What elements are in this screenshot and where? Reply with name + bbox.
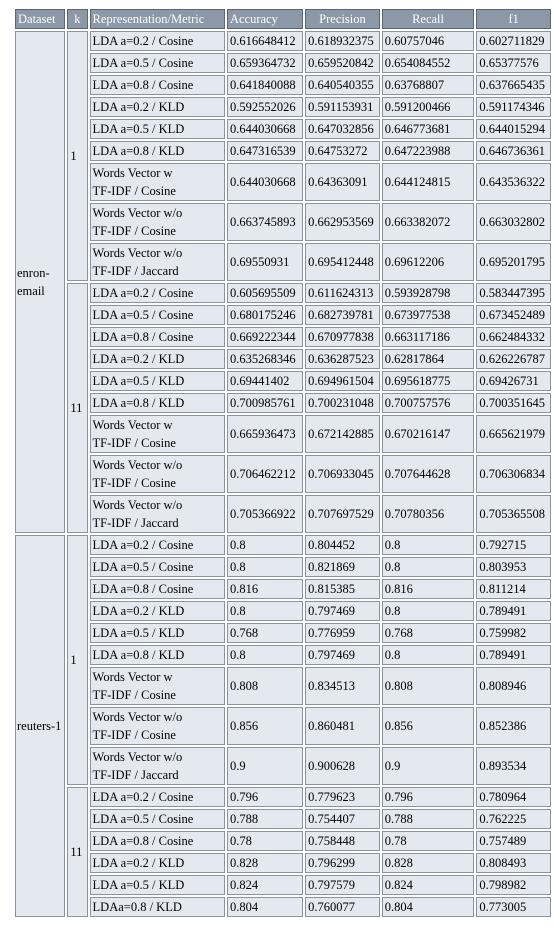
recall-cell: 0.695618775 xyxy=(382,371,475,391)
precision-cell: 0.64363091 xyxy=(305,163,380,201)
recall-cell: 0.856 xyxy=(382,707,475,745)
representation-metric-text: Words Vector w/o TF-IDF / Cosine xyxy=(92,710,183,742)
precision-cell: 0.618932375 xyxy=(305,31,380,51)
table-row xyxy=(15,203,551,241)
precision-cell: 0.707697529 xyxy=(305,495,380,533)
precision-cell: 0.754407 xyxy=(305,809,380,829)
f1-cell: 0.789491 xyxy=(476,645,551,665)
f1-cell: 0.643536322 xyxy=(476,163,551,201)
representation-metric-cell xyxy=(90,371,225,391)
f1-cell: 0.811214 xyxy=(476,579,551,599)
accuracy-cell: 0.8 xyxy=(227,557,303,577)
accuracy-cell: 0.680175246 xyxy=(227,305,303,325)
representation-metric-text: LDAa=0.8 / KLD xyxy=(92,900,182,914)
f1-cell: 0.762225 xyxy=(476,809,551,829)
table-row xyxy=(15,831,551,851)
recall-cell: 0.70780356 xyxy=(382,495,475,533)
header-k: k xyxy=(67,9,87,29)
representation-metric-text: LDA a=0.5 / Cosine xyxy=(92,812,194,826)
k-cell: 1 xyxy=(67,535,87,785)
representation-metric-cell xyxy=(90,305,225,325)
table-row xyxy=(15,243,551,281)
representation-metric-text: LDA a=0.2 / KLD xyxy=(92,100,185,114)
representation-metric-text: Words Vector w/o TF-IDF / Cosine xyxy=(92,458,183,490)
header-representation-metric: Representation/Metric xyxy=(90,9,225,29)
representation-metric-cell xyxy=(90,141,225,161)
precision-cell: 0.821869 xyxy=(305,557,380,577)
representation-metric-cell xyxy=(90,119,225,139)
accuracy-cell: 0.705366922 xyxy=(227,495,303,533)
recall-cell: 0.707644628 xyxy=(382,455,475,493)
accuracy-cell: 0.644030668 xyxy=(227,119,303,139)
representation-metric-text: Words Vector w/o TF-IDF / Jaccard xyxy=(92,246,183,278)
recall-cell: 0.8 xyxy=(382,601,475,621)
representation-metric-text: Words Vector w TF-IDF / Cosine xyxy=(92,166,176,198)
representation-metric-cell xyxy=(90,831,225,851)
recall-cell: 0.647223988 xyxy=(382,141,475,161)
f1-cell: 0.637665435 xyxy=(476,75,551,95)
representation-metric-text: LDA a=0.5 / KLD xyxy=(92,626,185,640)
accuracy-cell: 0.616648412 xyxy=(227,31,303,51)
table-row xyxy=(15,601,551,621)
representation-metric-cell xyxy=(90,601,225,621)
precision-cell: 0.804452 xyxy=(305,535,380,555)
table-row xyxy=(15,163,551,201)
representation-metric-cell xyxy=(90,53,225,73)
representation-metric-text: Words Vector w/o TF-IDF / Jaccard xyxy=(92,750,183,782)
representation-metric-text: LDA a=0.5 / KLD xyxy=(92,374,185,388)
precision-cell: 0.815385 xyxy=(305,579,380,599)
f1-cell: 0.759982 xyxy=(476,623,551,643)
accuracy-cell: 0.69550931 xyxy=(227,243,303,281)
representation-metric-text: LDA a=0.5 / KLD xyxy=(92,122,185,136)
representation-metric-text: LDA a=0.8 / Cosine xyxy=(92,834,194,848)
representation-metric-cell xyxy=(90,645,225,665)
recall-cell: 0.828 xyxy=(382,853,475,873)
k-cell: 11 xyxy=(67,283,87,533)
results-table-container xyxy=(13,7,553,919)
representation-metric-cell xyxy=(90,393,225,413)
representation-metric-text: Words Vector w TF-IDF / Cosine xyxy=(92,418,176,450)
representation-metric-text: LDA a=0.8 / KLD xyxy=(92,648,185,662)
representation-metric-cell xyxy=(90,787,225,807)
f1-cell: 0.662484332 xyxy=(476,327,551,347)
representation-metric-cell xyxy=(90,31,225,51)
recall-cell: 0.69612206 xyxy=(382,243,475,281)
f1-cell: 0.852386 xyxy=(476,707,551,745)
f1-cell: 0.789491 xyxy=(476,601,551,621)
representation-metric-cell xyxy=(90,707,225,745)
recall-cell: 0.593928798 xyxy=(382,283,475,303)
representation-metric-cell xyxy=(90,349,225,369)
table-row xyxy=(15,349,551,369)
precision-cell: 0.797469 xyxy=(305,645,380,665)
table-row xyxy=(15,707,551,745)
f1-cell: 0.773005 xyxy=(476,897,551,917)
representation-metric-cell xyxy=(90,897,225,917)
representation-metric-cell xyxy=(90,495,225,533)
representation-metric-text: LDA a=0.2 / KLD xyxy=(92,604,185,618)
recall-cell: 0.654084552 xyxy=(382,53,475,73)
f1-cell: 0.808946 xyxy=(476,667,551,705)
recall-cell: 0.8 xyxy=(382,557,475,577)
representation-metric-text: LDA a=0.2 / Cosine xyxy=(92,34,194,48)
accuracy-cell: 0.592552026 xyxy=(227,97,303,117)
precision-cell: 0.900628 xyxy=(305,747,380,785)
accuracy-cell: 0.659364732 xyxy=(227,53,303,73)
accuracy-cell: 0.641840088 xyxy=(227,75,303,95)
accuracy-cell: 0.788 xyxy=(227,809,303,829)
table-body xyxy=(15,31,551,917)
representation-metric-cell xyxy=(90,623,225,643)
table-row xyxy=(15,495,551,533)
header-f1: f1 xyxy=(476,9,551,29)
table-row xyxy=(15,283,551,303)
table-row xyxy=(15,305,551,325)
representation-metric-cell xyxy=(90,853,225,873)
representation-metric-cell xyxy=(90,243,225,281)
precision-cell: 0.797469 xyxy=(305,601,380,621)
f1-cell: 0.706306834 xyxy=(476,455,551,493)
f1-cell: 0.893534 xyxy=(476,747,551,785)
representation-metric-text: LDA a=0.5 / KLD xyxy=(92,878,185,892)
precision-cell: 0.758448 xyxy=(305,831,380,851)
accuracy-cell: 0.856 xyxy=(227,707,303,745)
dataset-cell: enron- email xyxy=(15,31,65,533)
representation-metric-cell xyxy=(90,327,225,347)
representation-metric-cell xyxy=(90,557,225,577)
precision-cell: 0.64753272 xyxy=(305,141,380,161)
recall-cell: 0.824 xyxy=(382,875,475,895)
representation-metric-text: LDA a=0.2 / Cosine xyxy=(92,790,194,804)
f1-cell: 0.602711829 xyxy=(476,31,551,51)
representation-metric-text: LDA a=0.5 / Cosine xyxy=(92,56,194,70)
representation-metric-cell xyxy=(90,667,225,705)
representation-metric-text: LDA a=0.8 / Cosine xyxy=(92,330,194,344)
recall-cell: 0.8 xyxy=(382,535,475,555)
precision-cell: 0.636287523 xyxy=(305,349,380,369)
recall-cell: 0.62817864 xyxy=(382,349,475,369)
table-row xyxy=(15,875,551,895)
table-row xyxy=(15,31,551,51)
recall-cell: 0.78 xyxy=(382,831,475,851)
accuracy-cell: 0.78 xyxy=(227,831,303,851)
recall-cell: 0.60757046 xyxy=(382,31,475,51)
precision-cell: 0.700231048 xyxy=(305,393,380,413)
recall-cell: 0.768 xyxy=(382,623,475,643)
representation-metric-cell xyxy=(90,747,225,785)
recall-cell: 0.644124815 xyxy=(382,163,475,201)
table-row xyxy=(15,455,551,493)
f1-cell: 0.695201795 xyxy=(476,243,551,281)
accuracy-cell: 0.647316539 xyxy=(227,141,303,161)
recall-cell: 0.9 xyxy=(382,747,475,785)
representation-metric-text: LDA a=0.2 / Cosine xyxy=(92,286,194,300)
table-row xyxy=(15,787,551,807)
recall-cell: 0.63768807 xyxy=(382,75,475,95)
table-row xyxy=(15,623,551,643)
recall-cell: 0.700757576 xyxy=(382,393,475,413)
accuracy-cell: 0.663745893 xyxy=(227,203,303,241)
accuracy-cell: 0.8 xyxy=(227,645,303,665)
accuracy-cell: 0.700985761 xyxy=(227,393,303,413)
precision-cell: 0.860481 xyxy=(305,707,380,745)
representation-metric-text: LDA a=0.2 / KLD xyxy=(92,856,185,870)
representation-metric-cell xyxy=(90,535,225,555)
table-row xyxy=(15,853,551,873)
table-row xyxy=(15,645,551,665)
f1-cell: 0.626226787 xyxy=(476,349,551,369)
recall-cell: 0.804 xyxy=(382,897,475,917)
f1-cell: 0.798982 xyxy=(476,875,551,895)
accuracy-cell: 0.796 xyxy=(227,787,303,807)
table-row xyxy=(15,141,551,161)
precision-cell: 0.647032856 xyxy=(305,119,380,139)
precision-cell: 0.670977838 xyxy=(305,327,380,347)
precision-cell: 0.662953569 xyxy=(305,203,380,241)
f1-cell: 0.591174346 xyxy=(476,97,551,117)
representation-metric-cell xyxy=(90,283,225,303)
table-row xyxy=(15,75,551,95)
recall-cell: 0.663382072 xyxy=(382,203,475,241)
recall-cell: 0.8 xyxy=(382,645,475,665)
accuracy-cell: 0.768 xyxy=(227,623,303,643)
f1-cell: 0.780964 xyxy=(476,787,551,807)
accuracy-cell: 0.69441402 xyxy=(227,371,303,391)
f1-cell: 0.792715 xyxy=(476,535,551,555)
f1-cell: 0.644015294 xyxy=(476,119,551,139)
representation-metric-cell xyxy=(90,579,225,599)
accuracy-cell: 0.8 xyxy=(227,601,303,621)
accuracy-cell: 0.665936473 xyxy=(227,415,303,453)
representation-metric-cell xyxy=(90,455,225,493)
recall-cell: 0.673977538 xyxy=(382,305,475,325)
accuracy-cell: 0.9 xyxy=(227,747,303,785)
accuracy-cell: 0.8 xyxy=(227,535,303,555)
f1-cell: 0.808493 xyxy=(476,853,551,873)
representation-metric-cell xyxy=(90,97,225,117)
representation-metric-cell xyxy=(90,75,225,95)
precision-cell: 0.760077 xyxy=(305,897,380,917)
accuracy-cell: 0.669222344 xyxy=(227,327,303,347)
precision-cell: 0.659520842 xyxy=(305,53,380,73)
accuracy-cell: 0.816 xyxy=(227,579,303,599)
accuracy-cell: 0.605695509 xyxy=(227,283,303,303)
header-row xyxy=(15,9,551,29)
representation-metric-cell xyxy=(90,875,225,895)
representation-metric-text: LDA a=0.2 / KLD xyxy=(92,352,185,366)
accuracy-cell: 0.804 xyxy=(227,897,303,917)
table-row xyxy=(15,53,551,73)
precision-cell: 0.706933045 xyxy=(305,455,380,493)
f1-cell: 0.665621979 xyxy=(476,415,551,453)
f1-cell: 0.646736361 xyxy=(476,141,551,161)
f1-cell: 0.700351645 xyxy=(476,393,551,413)
precision-cell: 0.695412448 xyxy=(305,243,380,281)
precision-cell: 0.640540355 xyxy=(305,75,380,95)
representation-metric-text: LDA a=0.8 / Cosine xyxy=(92,582,194,596)
header-recall: Recall xyxy=(382,9,475,29)
representation-metric-text: Words Vector w/o TF-IDF / Cosine xyxy=(92,206,183,238)
precision-cell: 0.797579 xyxy=(305,875,380,895)
k-cell: 11 xyxy=(67,787,87,917)
header-accuracy: Accuracy xyxy=(227,9,303,29)
accuracy-cell: 0.808 xyxy=(227,667,303,705)
f1-cell: 0.705365508 xyxy=(476,495,551,533)
representation-metric-text: LDA a=0.8 / KLD xyxy=(92,144,185,158)
recall-cell: 0.670216147 xyxy=(382,415,475,453)
accuracy-cell: 0.828 xyxy=(227,853,303,873)
precision-cell: 0.591153931 xyxy=(305,97,380,117)
recall-cell: 0.663117186 xyxy=(382,327,475,347)
accuracy-cell: 0.706462212 xyxy=(227,455,303,493)
representation-metric-cell xyxy=(90,809,225,829)
representation-metric-text: LDA a=0.5 / Cosine xyxy=(92,560,194,574)
f1-cell: 0.757489 xyxy=(476,831,551,851)
dataset-cell: reuters-1 xyxy=(15,535,65,917)
recall-cell: 0.808 xyxy=(382,667,475,705)
recall-cell: 0.788 xyxy=(382,809,475,829)
f1-cell: 0.663032802 xyxy=(476,203,551,241)
f1-cell: 0.65377576 xyxy=(476,53,551,73)
table-row xyxy=(15,97,551,117)
representation-metric-cell xyxy=(90,415,225,453)
representation-metric-text: LDA a=0.8 / KLD xyxy=(92,396,185,410)
accuracy-cell: 0.644030668 xyxy=(227,163,303,201)
recall-cell: 0.816 xyxy=(382,579,475,599)
accuracy-cell: 0.824 xyxy=(227,875,303,895)
f1-cell: 0.583447395 xyxy=(476,283,551,303)
results-table xyxy=(13,7,553,919)
table-row xyxy=(15,897,551,917)
table-row xyxy=(15,667,551,705)
precision-cell: 0.779623 xyxy=(305,787,380,807)
table-row xyxy=(15,415,551,453)
representation-metric-text: LDA a=0.8 / Cosine xyxy=(92,78,194,92)
representation-metric-cell xyxy=(90,203,225,241)
table-row xyxy=(15,557,551,577)
precision-cell: 0.694961504 xyxy=(305,371,380,391)
recall-cell: 0.646773681 xyxy=(382,119,475,139)
precision-cell: 0.796299 xyxy=(305,853,380,873)
table-row xyxy=(15,747,551,785)
table-row xyxy=(15,393,551,413)
f1-cell: 0.803953 xyxy=(476,557,551,577)
table-row xyxy=(15,371,551,391)
recall-cell: 0.591200466 xyxy=(382,97,475,117)
f1-cell: 0.673452489 xyxy=(476,305,551,325)
representation-metric-text: Words Vector w/o TF-IDF / Jaccard xyxy=(92,498,183,530)
accuracy-cell: 0.635268346 xyxy=(227,349,303,369)
table-row xyxy=(15,327,551,347)
table-row xyxy=(15,579,551,599)
precision-cell: 0.682739781 xyxy=(305,305,380,325)
precision-cell: 0.776959 xyxy=(305,623,380,643)
precision-cell: 0.672142885 xyxy=(305,415,380,453)
representation-metric-cell xyxy=(90,163,225,201)
table-row xyxy=(15,119,551,139)
header-dataset: Dataset xyxy=(15,9,65,29)
precision-cell: 0.611624313 xyxy=(305,283,380,303)
f1-cell: 0.69426731 xyxy=(476,371,551,391)
k-cell: 1 xyxy=(67,31,87,281)
header-precision: Precision xyxy=(305,9,380,29)
table-row xyxy=(15,535,551,555)
recall-cell: 0.796 xyxy=(382,787,475,807)
representation-metric-text: Words Vector w TF-IDF / Cosine xyxy=(92,670,176,702)
representation-metric-text: LDA a=0.5 / Cosine xyxy=(92,308,194,322)
precision-cell: 0.834513 xyxy=(305,667,380,705)
table-row xyxy=(15,809,551,829)
representation-metric-text: LDA a=0.2 / Cosine xyxy=(92,538,194,552)
